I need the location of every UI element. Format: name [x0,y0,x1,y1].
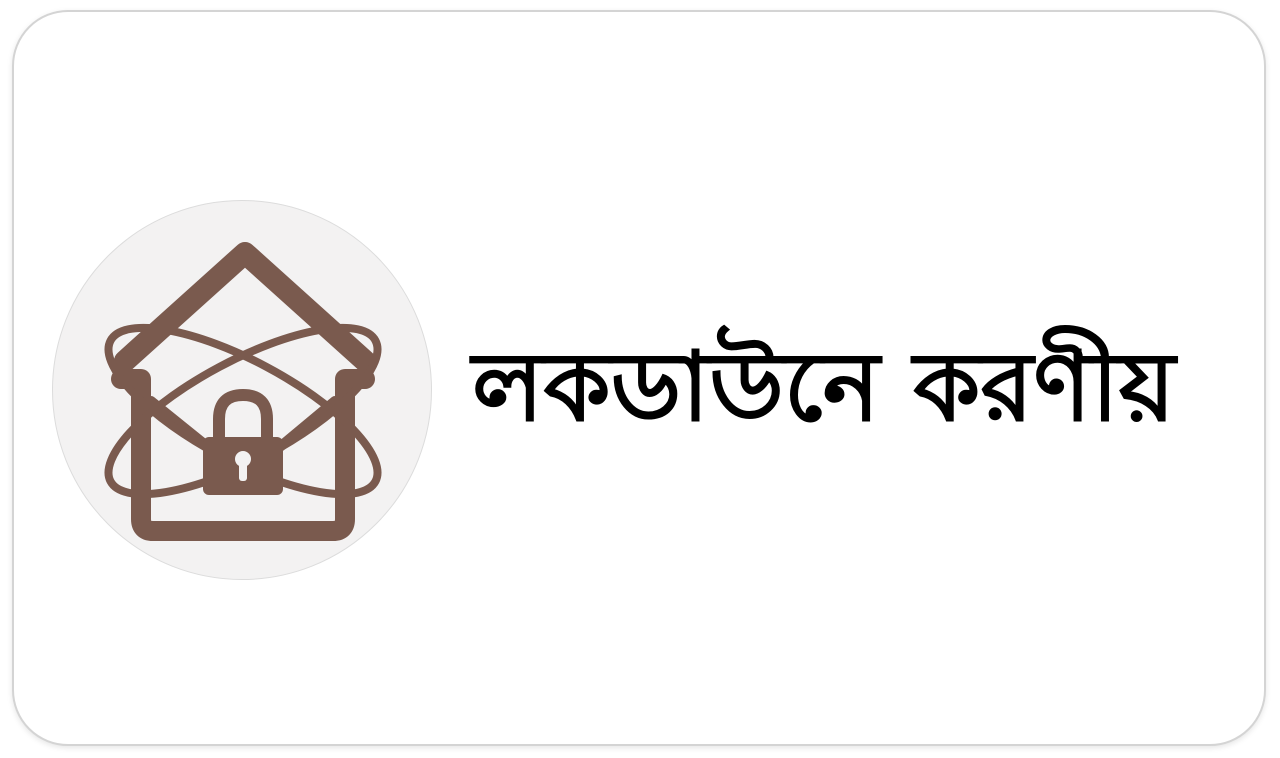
home-lock-icon [53,201,433,581]
banner-card [12,10,1266,746]
emblem-circle [52,200,432,580]
page-title: লকডাউনে করণীয় [472,331,1176,443]
